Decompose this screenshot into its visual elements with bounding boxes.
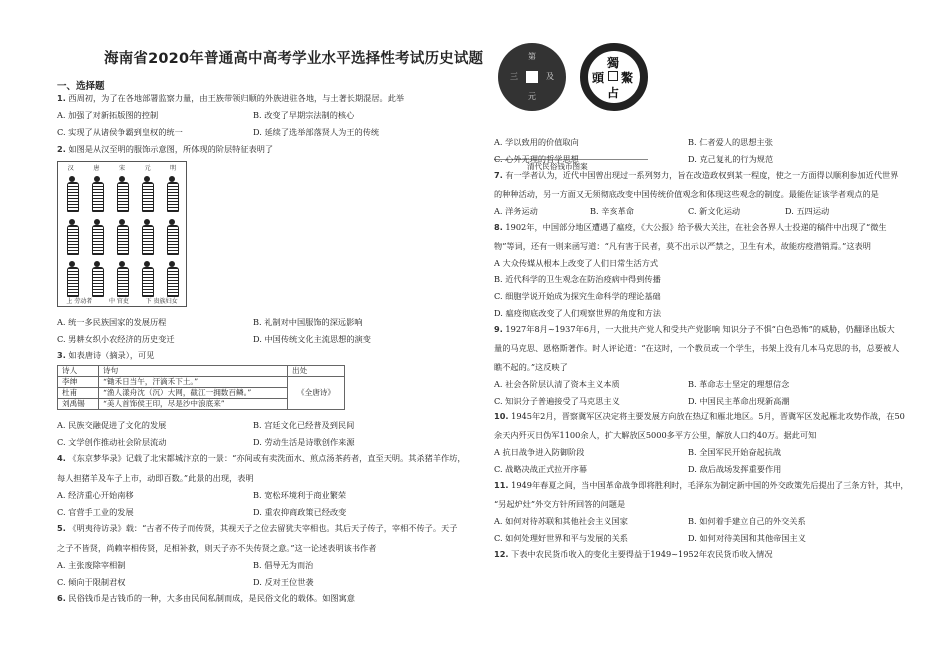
q2-option-d: D. 中国传统文化主流思想的演变	[253, 334, 371, 344]
q3-option-c: C. 文学创作推动社会阶层流动	[57, 437, 167, 447]
q7-option-b: B. 辛亥革命	[590, 206, 634, 216]
person-figure-icon	[89, 219, 105, 255]
figure-row-officials	[60, 215, 184, 255]
table-header-row: 诗人 诗句 出处	[58, 366, 345, 377]
page-title: 海南省2020年普通高中高考学业水平选择性考试历史试题	[104, 51, 484, 67]
question-7-stem-line-1: 7. 有一学者认为，近代中国曾出现过一系列努力，旨在改造政权到某一程度，使之一方面得以顺利参加近代世界	[494, 170, 899, 180]
q4-option-b: B. 宽松环境利于商业繁荣	[253, 490, 347, 500]
q5-option-d: D. 反对王位世袭	[253, 577, 314, 587]
question-1-stem: 1. 西周初，为了在各地部署监察力量，由王族带领归顺的外族进驻各地，与土著长期混居。此举	[57, 93, 405, 103]
q4-option-c: C. 官营手工业的发展	[57, 507, 134, 517]
q10-option-d: D. 敌后战场发挥重要作用	[688, 464, 782, 474]
q2-option-c: C. 男耕女织小农经济的历史变迁	[57, 334, 175, 344]
q10-option-a: A 抗日战争进入防御阶段	[494, 447, 585, 457]
q5-option-b: B. 倡导无为而治	[253, 560, 314, 570]
q4-option-a: A. 经济重心开始南移	[57, 490, 134, 500]
table-row: 李绅 “锄禾日当午，汗滴禾下土。” 《全唐诗》	[58, 377, 345, 388]
q5-option-a: A. 主张废除宰相制	[57, 560, 126, 570]
figure-row-laborers	[60, 172, 184, 212]
figure-caption: 清代民俗钱币图案	[527, 162, 588, 171]
person-figure-icon	[164, 219, 180, 255]
q2-option-a: A. 统一多民族国家的发展历程	[57, 317, 167, 327]
person-figure-icon	[139, 176, 155, 212]
question-9-stem-line-1: 9. 1927年8月~1937年6月，一大批共产党人和受共产党影响 知识分子不惧“白色恐怖”的威胁，仍翻译出版大	[494, 324, 895, 334]
q1-option-d: D. 延续了选举部落贤人为王的传统	[253, 127, 380, 137]
q2-option-b: B. 礼制对中国服饰的深远影响	[253, 317, 363, 327]
question-5-stem-line-2: 之子不皆贤，尚赖宰相传贤，足相补救，则天子亦不失传贤之意。”这一论述表明该书作者	[57, 543, 377, 553]
person-figure-icon	[89, 261, 105, 297]
question-9-stem-line-3: 瞧不起的。”这反映了	[494, 362, 568, 372]
poem-source: 《全唐诗》	[288, 377, 345, 410]
question-9-stem-line-2: 量的马克思、恩格斯著作。时人评论道：“在这时，一个教员或一个学生，书架上没有几本马克思的书，总要被人	[494, 343, 900, 353]
person-figure-icon	[139, 219, 155, 255]
question-5-stem-line-1: 5. 《明夷待访录》载：“古者不传子而传贤，其视天子之位去留犹夫宰相也。其后天子传子，宰相不传子。天子	[57, 523, 458, 533]
person-figure-icon	[89, 176, 105, 212]
question-3-stem: 3. 如表唐诗（摘录），可见	[57, 350, 155, 360]
section-heading: 一、选择题	[57, 81, 105, 92]
q1-option-b: B. 改变了早期宗法制的核心	[253, 110, 355, 120]
question-2-stem: 2. 如图是从汉至明的服饰示意图，所体现的阶层特征表明了	[57, 144, 274, 154]
q3-option-d: D. 劳动生活是诗歌创作来源	[253, 437, 355, 447]
dynasty-labels: 汉 唐 宋 元 明	[67, 165, 177, 172]
q8-option-c: C. 细胞学说开始成为探究生命科学的理论基础	[494, 291, 661, 301]
q1-option-c: C. 实现了从诸侯争霸到皇权的统一	[57, 127, 183, 137]
q4-option-d: D. 重农抑商政策已经改变	[253, 507, 347, 517]
question-6-stem: 6. 民俗钱币是古钱币的一种，大多由民间私制而成，是民俗文化的载体。如图寓意	[57, 593, 355, 603]
q6-option-b: B. 仁者爱人的思想主张	[688, 137, 773, 147]
person-figure-icon	[114, 261, 130, 297]
q8-option-d: D. 瘟疫彻底改变了人们观察世界的角度和方法	[494, 308, 662, 318]
person-figure-icon	[64, 261, 80, 297]
clothing-illustration	[57, 161, 187, 307]
table-row: 杜甫 “渔人漾舟沈（沉）大网，截江一拥数百鳞。”	[58, 388, 345, 399]
q9-option-a: A. 社会各阶层认清了资本主义本质	[494, 379, 620, 389]
question-10-stem-line-2: 余天内歼灭日伪军1100余人，扩大解放区5000多平方公里，解放人口约40万。据此可知	[494, 430, 817, 440]
person-figure-icon	[139, 261, 155, 297]
q9-option-b: B. 革命志士坚定的理想信念	[688, 379, 790, 389]
question-12-stem: 12. 下表中农民货币收入的变化主要得益于1949~1952年农民货币收入情况	[494, 549, 773, 559]
figure-row-legend: 上 劳动者 中 官吏 下 贵族妇女	[66, 298, 178, 305]
q6-option-d: D. 克己复礼的行为规范	[688, 154, 774, 164]
q10-option-c: C. 战略决战正式拉开序幕	[494, 464, 588, 474]
person-figure-icon	[164, 261, 180, 297]
question-8-stem-line-2: 物”等词，还有一则来函写道：“凡有害于民者，莫不出示以严禁之，卫生有术，故能疠疫潜销焉。”这表明	[494, 241, 871, 251]
q7-option-d: D. 五四运动	[785, 206, 830, 216]
q7-option-a: A. 洋务运动	[494, 206, 538, 216]
question-4-stem-line-1: 4. 《东京梦华录》记载了北宋都城汴京的一景：“亦间或有卖洗面水、煎点汤茶药者，直至天明。其杀猪羊作坊，	[57, 453, 466, 463]
question-8-stem-line-1: 8. 1902年，中国部分地区遭遇了瘟疫，《大公报》给予极大关注，在社会各界人士投递的稿件中出现了“微生	[494, 222, 887, 232]
question-11-stem-line-2: “另起炉灶”外交方针所回答的问题是	[494, 499, 626, 509]
figure-row-noblewomen	[60, 257, 184, 297]
person-figure-icon	[64, 176, 80, 212]
person-figure-icon	[64, 219, 80, 255]
q11-option-a: A. 如何对待苏联和其他社会主义国家	[494, 516, 628, 526]
coin-duzhanaotou-icon: 獨 占 頭 鰲	[580, 43, 648, 111]
person-figure-icon	[114, 176, 130, 212]
person-figure-icon	[114, 219, 130, 255]
q10-option-b: B. 全国军民开始奋起抗战	[688, 447, 782, 457]
q6-option-c: C. 心外无理的哲学思想	[494, 154, 579, 164]
q8-option-a: A 大众传媒从根本上改变了人们日常生活方式	[494, 258, 659, 268]
q9-option-c: C. 知识分子普遍接受了马克思主义	[494, 396, 620, 406]
question-10-stem-line-1: 10. 1945年2月，晋察冀军区决定将主要发展方向放在热辽和雁北地区。5月，晋冀军区发起雁北攻势作战，在50	[494, 411, 905, 421]
question-7-stem-line-2: 的种种活动，另一方面又无须彻底改变中国传统价值观念和体现这些观念的制度。最能佐证该学者观点的是	[494, 189, 879, 199]
q11-option-b: B. 如何着手建立自己的外交关系	[688, 516, 806, 526]
table-row: 刘禹锡 “美人首饰侯王印，尽是沙中浪底来”	[58, 399, 345, 410]
q11-option-c: C. 如何处理好世界和平与发展的关系	[494, 533, 628, 543]
q11-option-d: D. 如何对待美国和其他帝国主义	[688, 533, 806, 543]
person-figure-icon	[164, 176, 180, 212]
q3-option-b: B. 宫廷文化已经普及到民间	[253, 420, 355, 430]
q5-option-c: C. 倾向于限制君权	[57, 577, 126, 587]
question-4-stem-line-2: 每人担猪羊及车子上市，动即百数。”此景的出现，表明	[57, 473, 254, 483]
question-11-stem-line-1: 11. 1949年春夏之间，当中国革命战争即将胜利时，毛泽东为制定新中国的外交政策先后提出了三条方针，其中，	[494, 480, 909, 490]
q8-option-b: B. 近代科学的卫生观念在防治疫病中得到传播	[494, 274, 661, 284]
q6-option-a: A. 学以致用的价值取向	[494, 137, 579, 147]
q1-option-a: A. 加强了对新拓版图的控制	[57, 110, 159, 120]
q3-option-a: A. 民族交融促进了文化的发展	[57, 420, 167, 430]
poem-table	[57, 365, 345, 410]
coin-sanyuan-icon: 第 元 三 及	[498, 43, 566, 111]
q9-option-d: D. 中国民主革命出现新高潮	[688, 396, 790, 406]
q7-option-c: C. 新文化运动	[688, 206, 741, 216]
